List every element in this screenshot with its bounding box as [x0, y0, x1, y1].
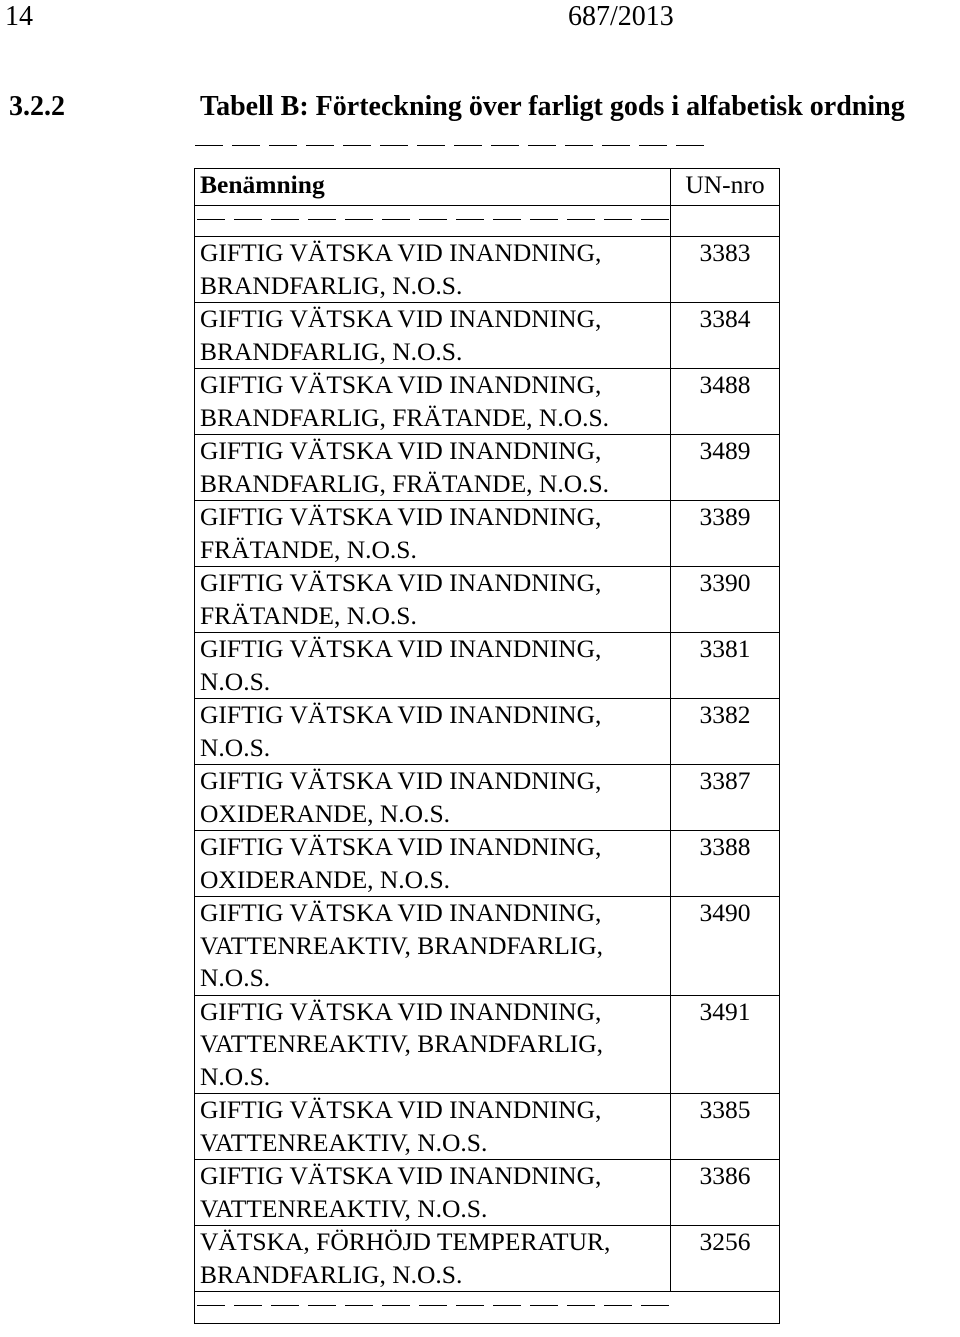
substance-name-line: GIFTIG VÄTSKA VID INANDNING,	[200, 634, 602, 663]
substance-name-line: GIFTIG VÄTSKA VID INANDNING,	[200, 1095, 602, 1124]
table-row	[195, 765, 780, 831]
substance-name-line: VATTENREAKTIV, BRANDFARLIG,	[200, 930, 604, 960]
substance-name-cell	[195, 369, 671, 435]
substance-name-line: BRANDFARLIG, N.O.S.	[200, 270, 463, 300]
substance-name-cell	[195, 501, 671, 567]
substance-name-cell	[195, 831, 671, 897]
substance-name-line: BRANDFARLIG, N.O.S.	[200, 336, 463, 366]
un-number-cell: 3389	[671, 501, 780, 567]
dash-rule	[195, 206, 670, 220]
substance-name-line: GIFTIG VÄTSKA VID INANDNING,	[200, 568, 602, 597]
substance-name-cell	[195, 1160, 671, 1226]
substance-name-cell	[195, 435, 671, 501]
un-number-cell: 3387	[671, 765, 780, 831]
table-row	[195, 1226, 780, 1292]
substance-name-line: N.O.S.	[200, 666, 271, 696]
table-row	[195, 567, 780, 633]
substance-name-line: VATTENREAKTIV, BRANDFARLIG,	[200, 1029, 604, 1058]
table-header-row	[195, 169, 780, 206]
substance-name-line: VATTENREAKTIV, N.O.S.	[200, 1127, 488, 1157]
substance-name-line: GIFTIG VÄTSKA VID INANDNING,	[200, 370, 602, 399]
substance-name-cell	[195, 699, 671, 765]
substance-name-line: N.O.S.	[200, 963, 271, 992]
substance-name-line: VATTENREAKTIV, N.O.S.	[200, 1193, 488, 1223]
substance-name-line: GIFTIG VÄTSKA VID INANDNING,	[200, 766, 602, 795]
section-title: Tabell B: Förteckning över farligt gods i alfabetisk ordning	[200, 91, 905, 122]
substance-name-line: VÄTSKA, FÖRHÖJD TEMPERATUR,	[200, 1227, 611, 1256]
document-reference: 687/2013	[568, 1, 674, 32]
table-row	[195, 831, 780, 897]
table-row	[195, 633, 780, 699]
substance-name-line: BRANDFARLIG, N.O.S.	[200, 1259, 463, 1289]
table-row	[195, 237, 780, 303]
table-row	[195, 995, 780, 1094]
substance-name-cell	[195, 1094, 671, 1160]
substance-name-line: GIFTIG VÄTSKA VID INANDNING,	[200, 238, 602, 267]
column-header-name: Benämning	[195, 169, 671, 206]
un-number-cell: 3256	[671, 1226, 780, 1292]
un-number-cell: 3490	[671, 897, 780, 996]
table-end-dash-cell	[195, 1292, 780, 1324]
un-number-cell: 3386	[671, 1160, 780, 1226]
un-number-cell: 3390	[671, 567, 780, 633]
substance-name-cell	[195, 765, 671, 831]
table-row	[195, 1094, 780, 1160]
page-number: 14	[5, 1, 33, 32]
substance-name-line: BRANDFARLIG, FRÄTANDE, N.O.S.	[200, 468, 610, 498]
table-row	[195, 435, 780, 501]
un-number-cell: 3383	[671, 237, 780, 303]
un-number-cell: 3489	[671, 435, 780, 501]
substance-name-line: GIFTIG VÄTSKA VID INANDNING,	[200, 304, 602, 333]
substance-name-line: OXIDERANDE, N.O.S.	[200, 798, 451, 828]
table-row	[195, 699, 780, 765]
substance-name-line: N.O.S.	[200, 732, 271, 762]
substance-name-cell	[195, 1226, 671, 1292]
table-row	[195, 501, 780, 567]
title-dash-rule	[195, 132, 717, 156]
column-header-un: UN-nro	[671, 169, 780, 206]
substance-name-line: GIFTIG VÄTSKA VID INANDNING,	[200, 832, 602, 861]
table-row	[195, 303, 780, 369]
dash-rule	[195, 132, 717, 146]
substance-name-cell	[195, 567, 671, 633]
substance-name-cell	[195, 633, 671, 699]
substance-name-cell	[195, 897, 671, 996]
header-dash-cell	[195, 206, 671, 237]
substance-name-line: GIFTIG VÄTSKA VID INANDNING,	[200, 700, 602, 729]
section-number: 3.2.2	[9, 91, 65, 122]
substance-name-cell	[195, 303, 671, 369]
substance-name-line: GIFTIG VÄTSKA VID INANDNING,	[200, 436, 602, 465]
header-dash-cell-empty	[671, 206, 780, 237]
substance-name-line: GIFTIG VÄTSKA VID INANDNING,	[200, 898, 602, 927]
substance-name-line: N.O.S.	[200, 1061, 271, 1091]
substance-name-line: FRÄTANDE, N.O.S.	[200, 534, 417, 564]
un-number-cell: 3388	[671, 831, 780, 897]
substance-name-line: BRANDFARLIG, FRÄTANDE, N.O.S.	[200, 402, 610, 432]
un-number-cell: 3385	[671, 1094, 780, 1160]
substance-name-line: GIFTIG VÄTSKA VID INANDNING,	[200, 502, 602, 531]
table-end-row	[195, 1292, 780, 1324]
table-row	[195, 1160, 780, 1226]
substance-name-line: GIFTIG VÄTSKA VID INANDNING,	[200, 996, 602, 1026]
substance-name-cell	[195, 237, 671, 303]
dash-rule	[195, 1292, 779, 1306]
dangerous-goods-table	[194, 168, 780, 1324]
substance-name-cell	[195, 995, 671, 1094]
substance-name-line: GIFTIG VÄTSKA VID INANDNING,	[200, 1161, 602, 1190]
un-number-cell: 3488	[671, 369, 780, 435]
table-row	[195, 369, 780, 435]
un-number-cell: 3381	[671, 633, 780, 699]
substance-name-line: OXIDERANDE, N.O.S.	[200, 864, 451, 894]
un-number-cell: 3491	[671, 995, 780, 1094]
un-number-cell: 3384	[671, 303, 780, 369]
un-number-cell: 3382	[671, 699, 780, 765]
table-row	[195, 897, 780, 996]
header-dash-row	[195, 206, 780, 237]
substance-name-line: FRÄTANDE, N.O.S.	[200, 600, 417, 630]
